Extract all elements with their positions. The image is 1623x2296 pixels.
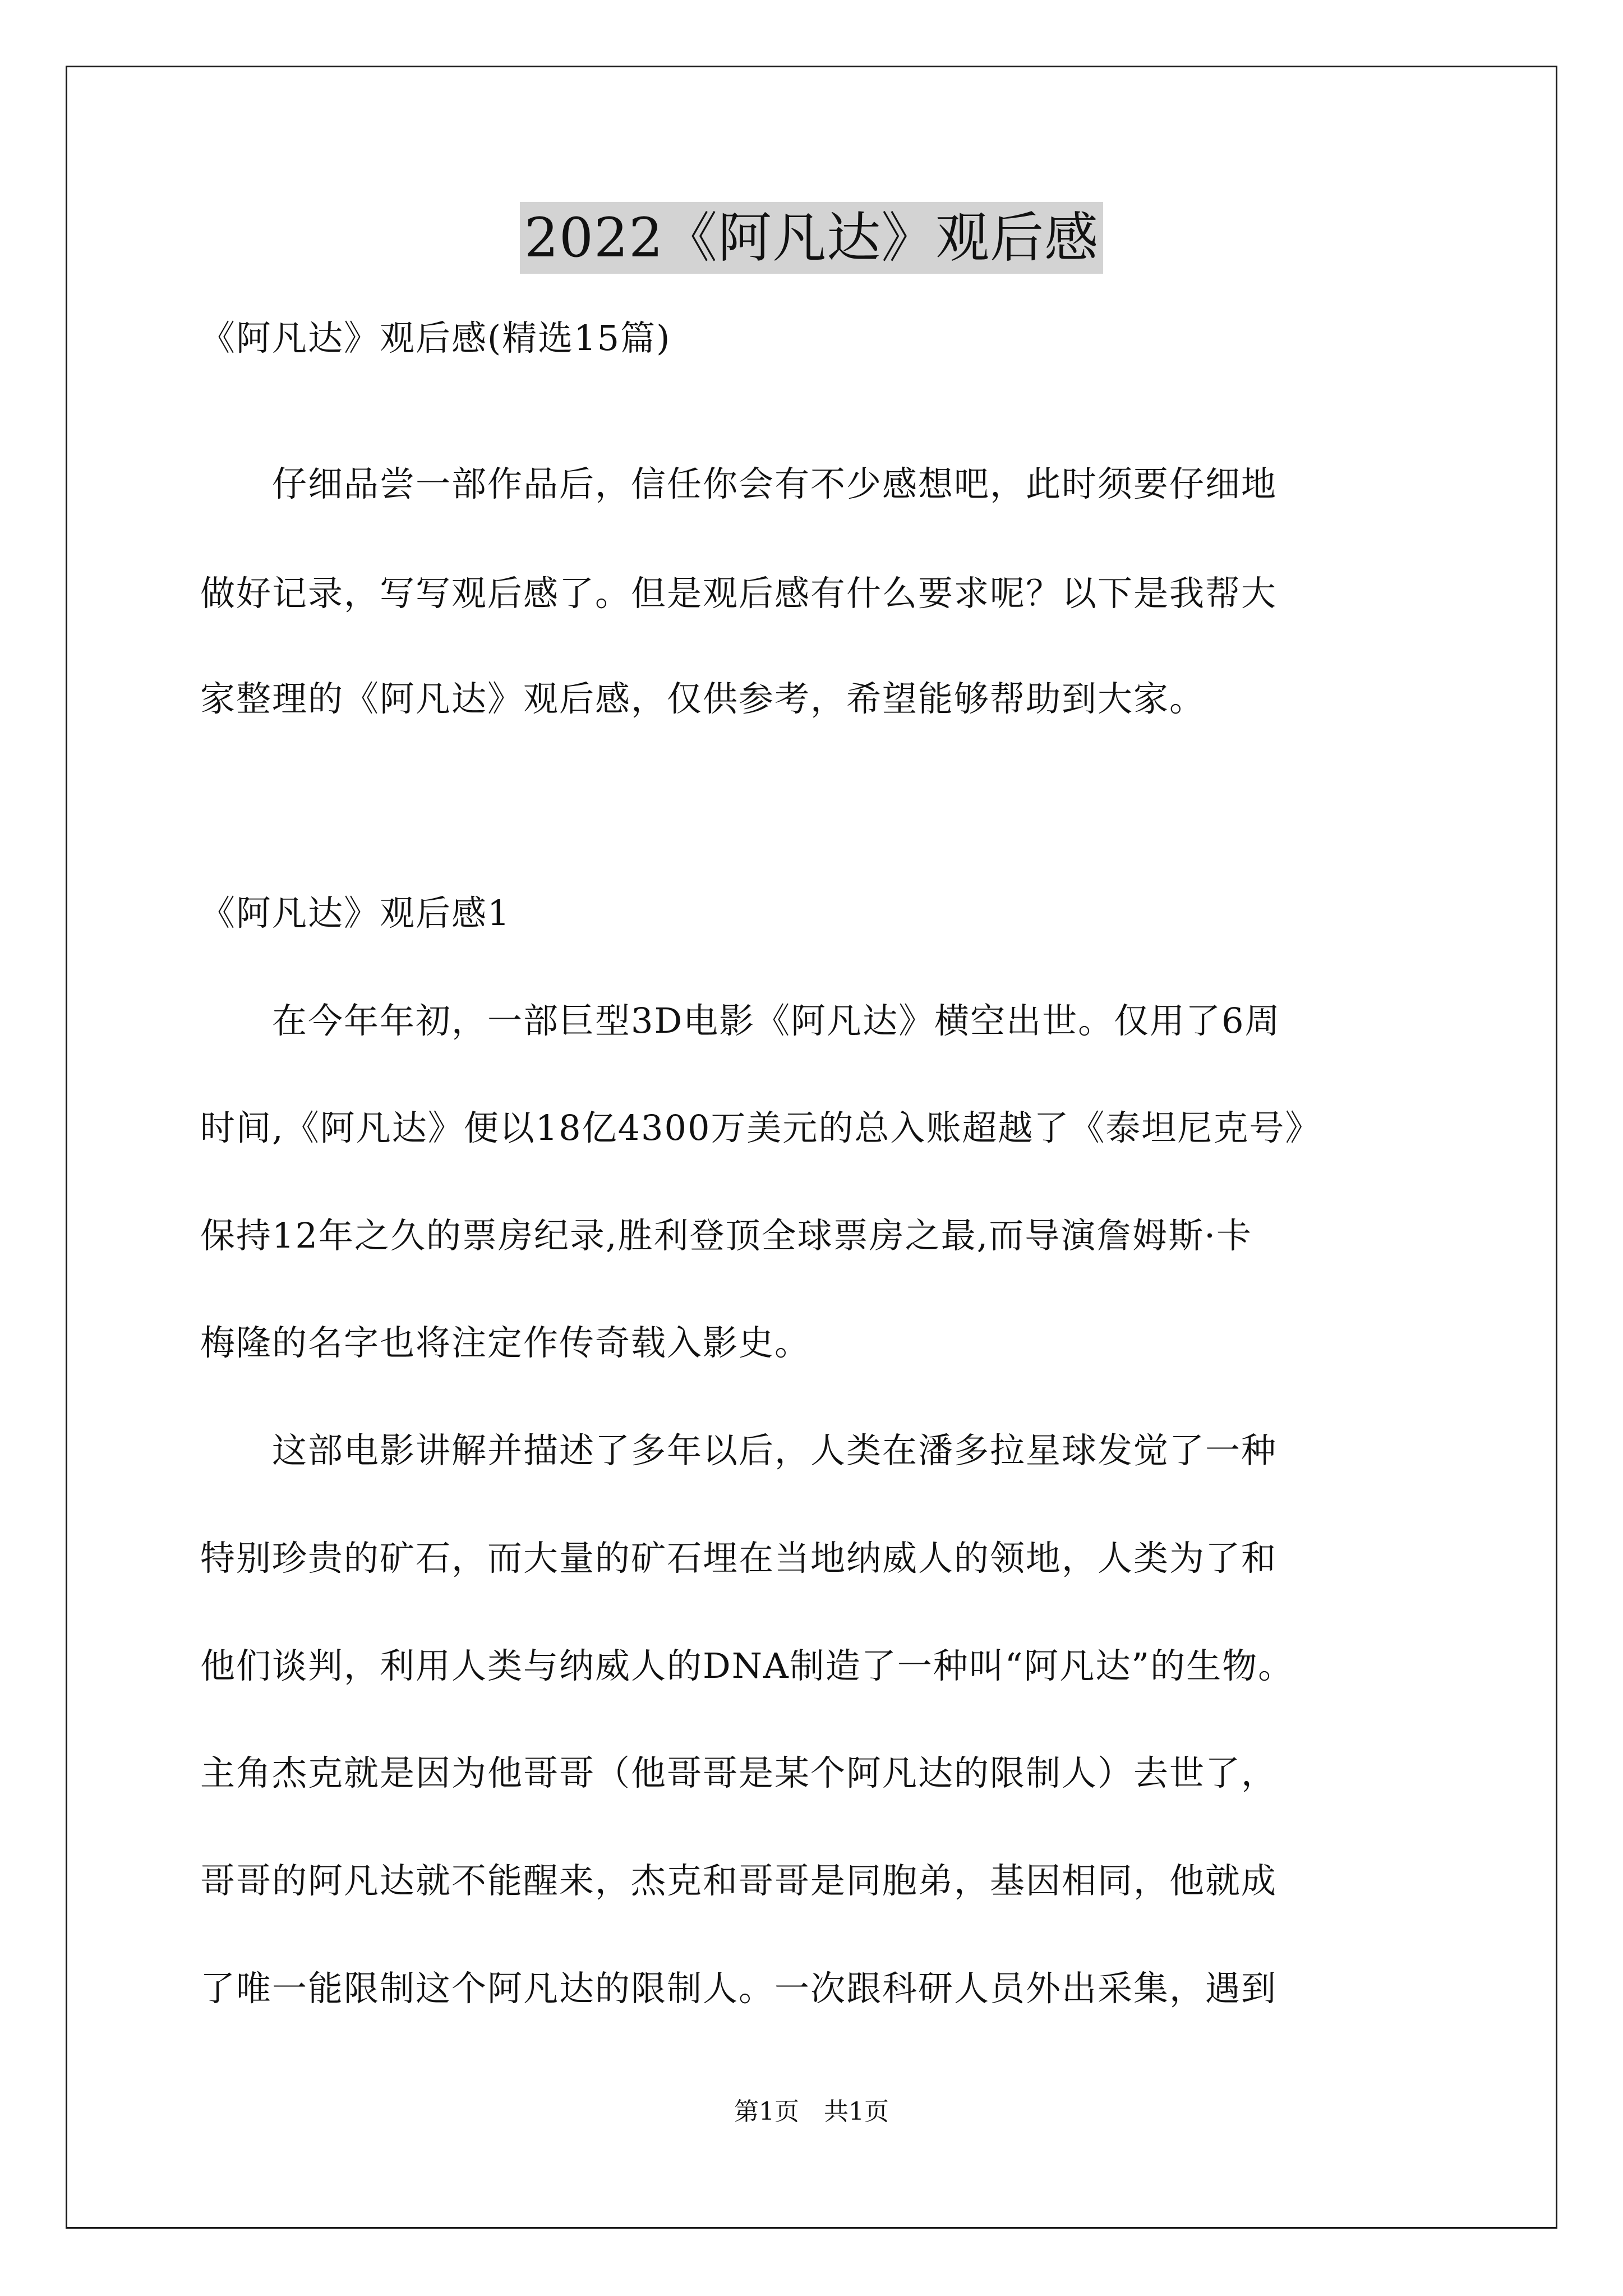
section-heading: 《阿凡达》观后感1 [200, 892, 511, 933]
intro-line: 家整理的《阿凡达》观后感，仅供参考，希望能够帮助到大家。 [200, 678, 1206, 719]
page-footer: 第1页 共1页 [734, 2097, 889, 2126]
paragraph-line: 他们谈判，利用人类与纳威人的DNA制造了一种叫“阿凡达”的生物。 [200, 1645, 1294, 1686]
paragraph-line: 在今年年初，一部巨型3D电影《阿凡达》横空出世。仅用了6周 [200, 1000, 1281, 1041]
paragraph-line: 保持12年之久的票房纪录,胜利登顶全球票房之最,而导演詹姆斯·卡 [200, 1215, 1253, 1256]
intro-line: 做好记录，写写观后感了。但是观后感有什么要求呢？以下是我帮大 [200, 573, 1278, 614]
paragraph-line: 梅隆的名字也将注定作传奇载入影史。 [200, 1322, 811, 1363]
paragraph-line: 时间,《阿凡达》便以18亿4300万美元的总入账超越了《泰坦尼克号》 [200, 1107, 1321, 1148]
paragraph-line: 特别珍贵的矿石，而大量的矿石埋在当地纳威人的领地，人类为了和 [200, 1538, 1278, 1579]
intro-line: 仔细品尝一部作品后，信任你会有不少感想吧，此时须要仔细地 [200, 463, 1278, 504]
paragraph-line: 了唯一能限制这个阿凡达的限制人。一次跟科研人员外出采集，遇到 [200, 1968, 1278, 2009]
document-title: 2022《阿凡达》观后感 [520, 202, 1103, 274]
paragraph-line: 这部电影讲解并描述了多年以后，人类在潘多拉星球发觉了一种 [200, 1430, 1278, 1471]
paragraph-line: 哥哥的阿凡达就不能醒来，杰克和哥哥是同胞弟，基因相同，他就成 [200, 1860, 1278, 1901]
paragraph-line: 主角杰克就是因为他哥哥（他哥哥是某个阿凡达的限制人）去世了， [200, 1752, 1278, 1793]
title-wrapper [0, 202, 1623, 274]
document-subtitle: 《阿凡达》观后感(精选15篇) [200, 318, 671, 358]
